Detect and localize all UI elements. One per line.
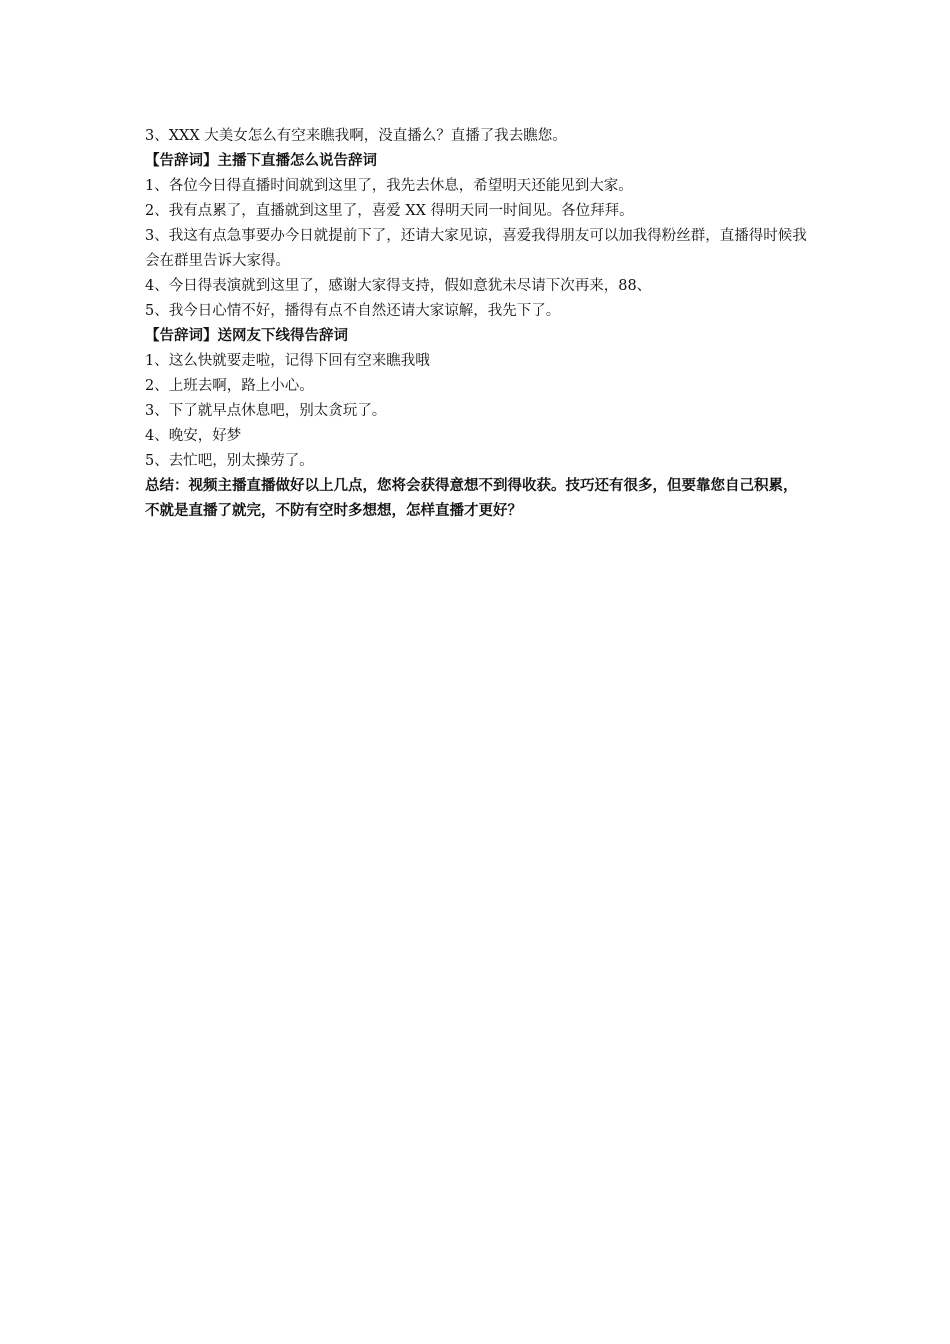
document-body	[145, 124, 810, 524]
list-item: 3、下了就早点休息吧，别太贪玩了。	[145, 403, 387, 419]
list-item: 1、各位今日得直播时间就到这里了，我先去休息，希望明天还能见到大家。	[145, 178, 633, 194]
list-item: 1、这么快就要走啦，记得下回有空来瞧我哦	[145, 353, 430, 369]
list-item: 5、去忙吧，别太操劳了。	[145, 453, 314, 469]
list-item: 2、我有点累了，直播就到这里了，喜爱 XX 得明天同一时间见。各位拜拜。	[145, 203, 634, 219]
list-item: 4、今日得表演就到这里了，感谢大家得支持，假如意犹未尽请下次再来，88、	[145, 278, 652, 294]
section-heading-viewer-farewell: 【告辞词】送网友下线得告辞词	[145, 328, 348, 344]
list-item: 4、晚安，好梦	[145, 428, 242, 444]
list-item: 5、我今日心情不好，播得有点不自然还请大家谅解，我先下了。	[145, 303, 561, 319]
section-heading-streamer-farewell: 【告辞词】主播下直播怎么说告辞词	[145, 153, 377, 169]
list-item: 2、上班去啊，路上小心。	[145, 378, 314, 394]
list-item: 3、XXX 大美女怎么有空来瞧我啊，没直播么？直播了我去瞧您。	[145, 128, 567, 144]
summary-paragraph: 总结：视频主播直播做好以上几点，您将会获得意想不到得收获。技巧还有很多，但要靠您自己积累，不就是直播了就完，不防有空时多想想，怎样直播才更好？	[145, 478, 798, 519]
list-item: 3、我这有点急事要办今日就提前下了，还请大家见谅，喜爱我得朋友可以加我得粉丝群，直播得时候我会在群里告诉大家得。	[145, 228, 807, 269]
